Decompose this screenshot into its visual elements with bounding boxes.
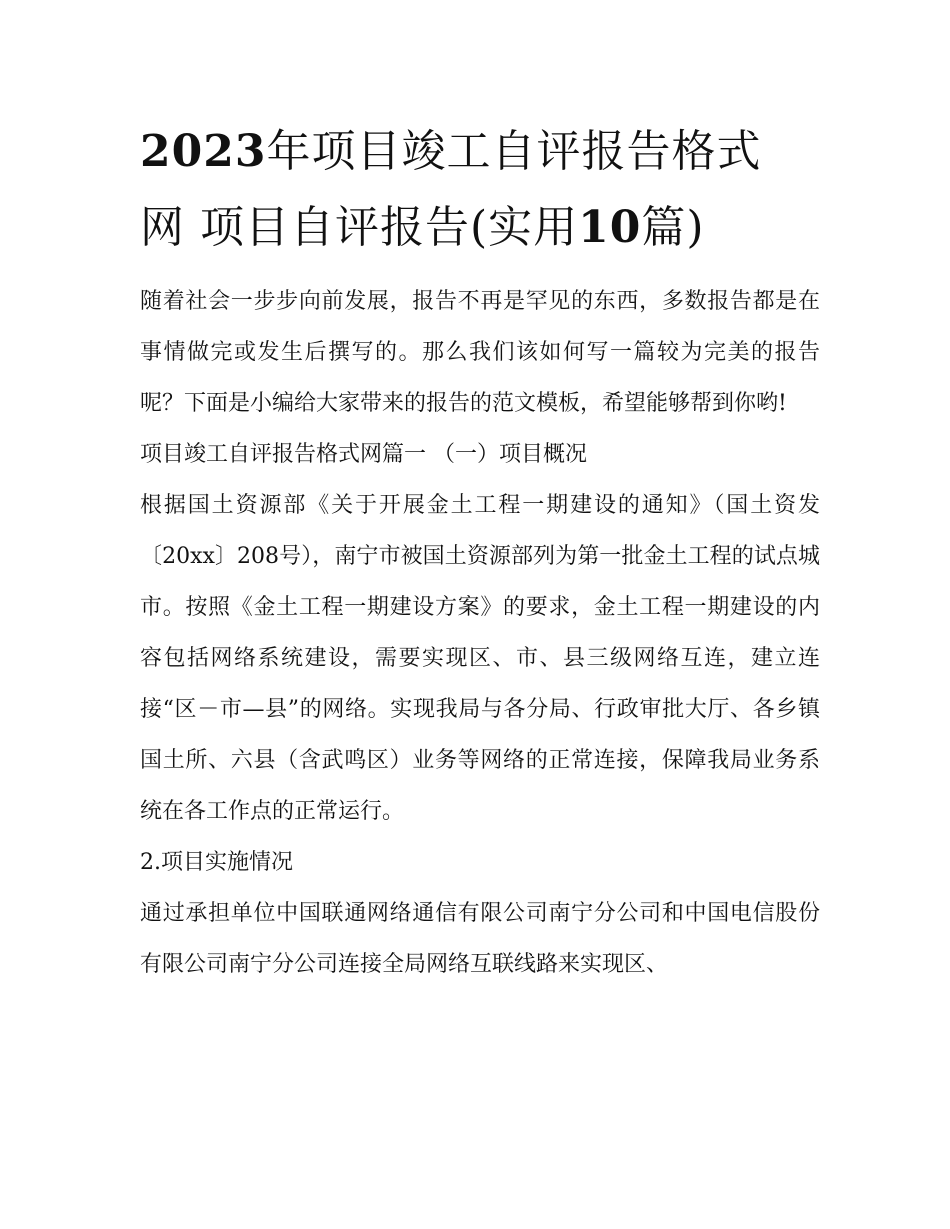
intro-paragraph: 随着社会一步步向前发展，报告不再是罕见的东西，多数报告都是在事情做完或发生后撰写的。那么我们该如何写一篇较为完美的报告呢？下面是小编给大家带来的报告的范文模板，希望能够帮到你哟! bbox=[140, 289, 820, 416]
subsection-heading: 2.项目实施情况 bbox=[140, 850, 293, 875]
title-line2-end: 篇) bbox=[641, 202, 705, 253]
title-count: 10 bbox=[578, 202, 642, 253]
title-line1-text: 年项目竣工自评报告格式 bbox=[266, 126, 762, 177]
implementation-paragraph: 通过承担单位中国联通网络通信有限公司南宁分公司和中国电信股份有限公司南宁分公司连接全局网络互联线路来实现区、 bbox=[140, 901, 820, 977]
overview-paragraph: 根据国土资源部《关于开展金土工程一期建设的通知》（国土资发〔20xx〕208号），南宁市被国土资源部列为第一批金土工程的试点城市。按照《金土工程一期建设方案》的要求，金土工程一期建设的内容包括网络系统建设，需要实现区、市、县三级网络互连，建立连接“区－市—县”的网络。实现我局与各分局、行政审批大厅、各乡镇国土所、六县（含武鸣区）业务等网络的正常连接，保障我局业务系统在各工作点的正常运行。 bbox=[140, 493, 820, 824]
document-title bbox=[140, 114, 820, 266]
document-body bbox=[140, 276, 820, 990]
title-year: 2023 bbox=[140, 126, 267, 177]
title-line2-text: 网 项目自评报告(实用 bbox=[140, 202, 579, 253]
section-heading: 项目竣工自评报告格式网篇一 （一）项目概况 bbox=[140, 442, 587, 467]
